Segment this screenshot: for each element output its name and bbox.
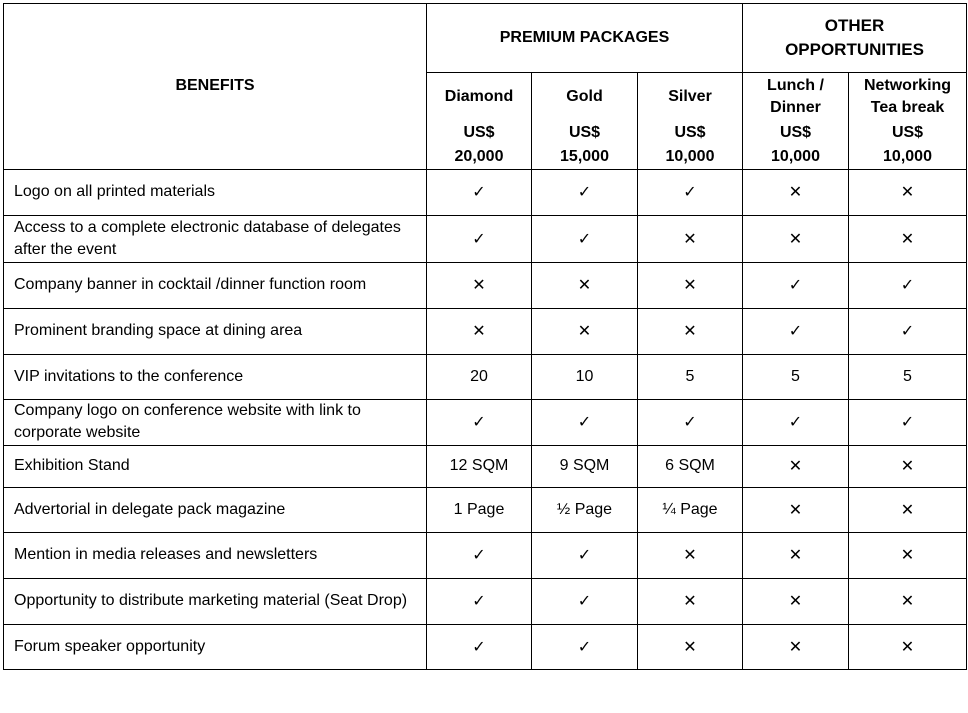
cross-icon: ✕ <box>849 624 967 669</box>
check-icon: ✓ <box>849 399 967 445</box>
package-name-silver: Silver <box>638 73 743 121</box>
benefits-header: BENEFITS <box>4 4 427 170</box>
value-cell: 5 <box>638 354 743 399</box>
package-name-lunch-dinner: Lunch / Dinner <box>743 73 849 121</box>
table-row <box>4 578 967 624</box>
value-cell: 5 <box>849 354 967 399</box>
package-price-networking-tea-break: US$ 10,000 <box>849 121 967 170</box>
check-icon: ✓ <box>427 532 532 578</box>
check-icon: ✓ <box>427 399 532 445</box>
benefit-cell: Logo on all printed materials <box>4 169 427 215</box>
check-icon: ✓ <box>427 624 532 669</box>
benefit-cell: Access to a complete electronic database of delegates after the event <box>4 215 427 262</box>
cross-icon: ✕ <box>743 169 849 215</box>
table-row <box>4 354 967 399</box>
benefit-cell: Mention in media releases and newsletters <box>4 532 427 578</box>
cross-icon: ✕ <box>638 262 743 308</box>
benefit-cell: Forum speaker opportunity <box>4 624 427 669</box>
value-cell: 5 <box>743 354 849 399</box>
sponsorship-packages-table <box>3 3 967 670</box>
value-cell: 6 SQM <box>638 445 743 487</box>
benefit-cell: VIP invitations to the conference <box>4 354 427 399</box>
check-icon: ✓ <box>532 215 638 262</box>
check-icon: ✓ <box>849 262 967 308</box>
cross-icon: ✕ <box>743 624 849 669</box>
cross-icon: ✕ <box>638 215 743 262</box>
value-cell: 9 SQM <box>532 445 638 487</box>
value-cell: 12 SQM <box>427 445 532 487</box>
cross-icon: ✕ <box>638 578 743 624</box>
check-icon: ✓ <box>532 169 638 215</box>
other-opportunities-header: OTHER OPPORTUNITIES <box>743 4 967 73</box>
table-row <box>4 399 967 445</box>
cross-icon: ✕ <box>427 262 532 308</box>
table-row <box>4 262 967 308</box>
benefit-cell: Opportunity to distribute marketing material (Seat Drop) <box>4 578 427 624</box>
benefit-cell: Exhibition Stand <box>4 445 427 487</box>
table-row <box>4 215 967 262</box>
cross-icon: ✕ <box>849 532 967 578</box>
table-row <box>4 624 967 669</box>
cross-icon: ✕ <box>638 308 743 354</box>
check-icon: ✓ <box>532 399 638 445</box>
check-icon: ✓ <box>638 169 743 215</box>
cross-icon: ✕ <box>743 215 849 262</box>
benefit-cell: Prominent branding space at dining area <box>4 308 427 354</box>
table-row <box>4 445 967 487</box>
cross-icon: ✕ <box>638 532 743 578</box>
package-name-diamond: Diamond <box>427 73 532 121</box>
benefit-cell: Advertorial in delegate pack magazine <box>4 487 427 532</box>
benefit-cell: Company logo on conference website with link to corporate website <box>4 399 427 445</box>
table-row <box>4 532 967 578</box>
package-name-networking-tea-break: Networking Tea break <box>849 73 967 121</box>
check-icon: ✓ <box>427 169 532 215</box>
cross-icon: ✕ <box>743 487 849 532</box>
value-cell: ½ Page <box>532 487 638 532</box>
cross-icon: ✕ <box>532 262 638 308</box>
cross-icon: ✕ <box>743 578 849 624</box>
cross-icon: ✕ <box>743 532 849 578</box>
value-cell: ¼ Page <box>638 487 743 532</box>
cross-icon: ✕ <box>743 445 849 487</box>
check-icon: ✓ <box>638 399 743 445</box>
check-icon: ✓ <box>532 532 638 578</box>
value-cell: 1 Page <box>427 487 532 532</box>
check-icon: ✓ <box>532 578 638 624</box>
package-price-diamond: US$ 20,000 <box>427 121 532 170</box>
check-icon: ✓ <box>743 308 849 354</box>
check-icon: ✓ <box>849 308 967 354</box>
table-row <box>4 169 967 215</box>
cross-icon: ✕ <box>849 215 967 262</box>
check-icon: ✓ <box>532 624 638 669</box>
package-name-gold: Gold <box>532 73 638 121</box>
benefit-cell: Company banner in cocktail /dinner function room <box>4 262 427 308</box>
value-cell: 20 <box>427 354 532 399</box>
check-icon: ✓ <box>427 578 532 624</box>
value-cell: 10 <box>532 354 638 399</box>
cross-icon: ✕ <box>638 624 743 669</box>
cross-icon: ✕ <box>849 445 967 487</box>
check-icon: ✓ <box>427 215 532 262</box>
package-price-silver: US$ 10,000 <box>638 121 743 170</box>
package-price-gold: US$ 15,000 <box>532 121 638 170</box>
check-icon: ✓ <box>743 262 849 308</box>
premium-packages-header: PREMIUM PACKAGES <box>427 4 743 73</box>
cross-icon: ✕ <box>427 308 532 354</box>
cross-icon: ✕ <box>849 487 967 532</box>
check-icon: ✓ <box>743 399 849 445</box>
cross-icon: ✕ <box>849 578 967 624</box>
cross-icon: ✕ <box>532 308 638 354</box>
cross-icon: ✕ <box>849 169 967 215</box>
table-row <box>4 487 967 532</box>
table-row <box>4 308 967 354</box>
package-price-lunch-dinner: US$ 10,000 <box>743 121 849 170</box>
